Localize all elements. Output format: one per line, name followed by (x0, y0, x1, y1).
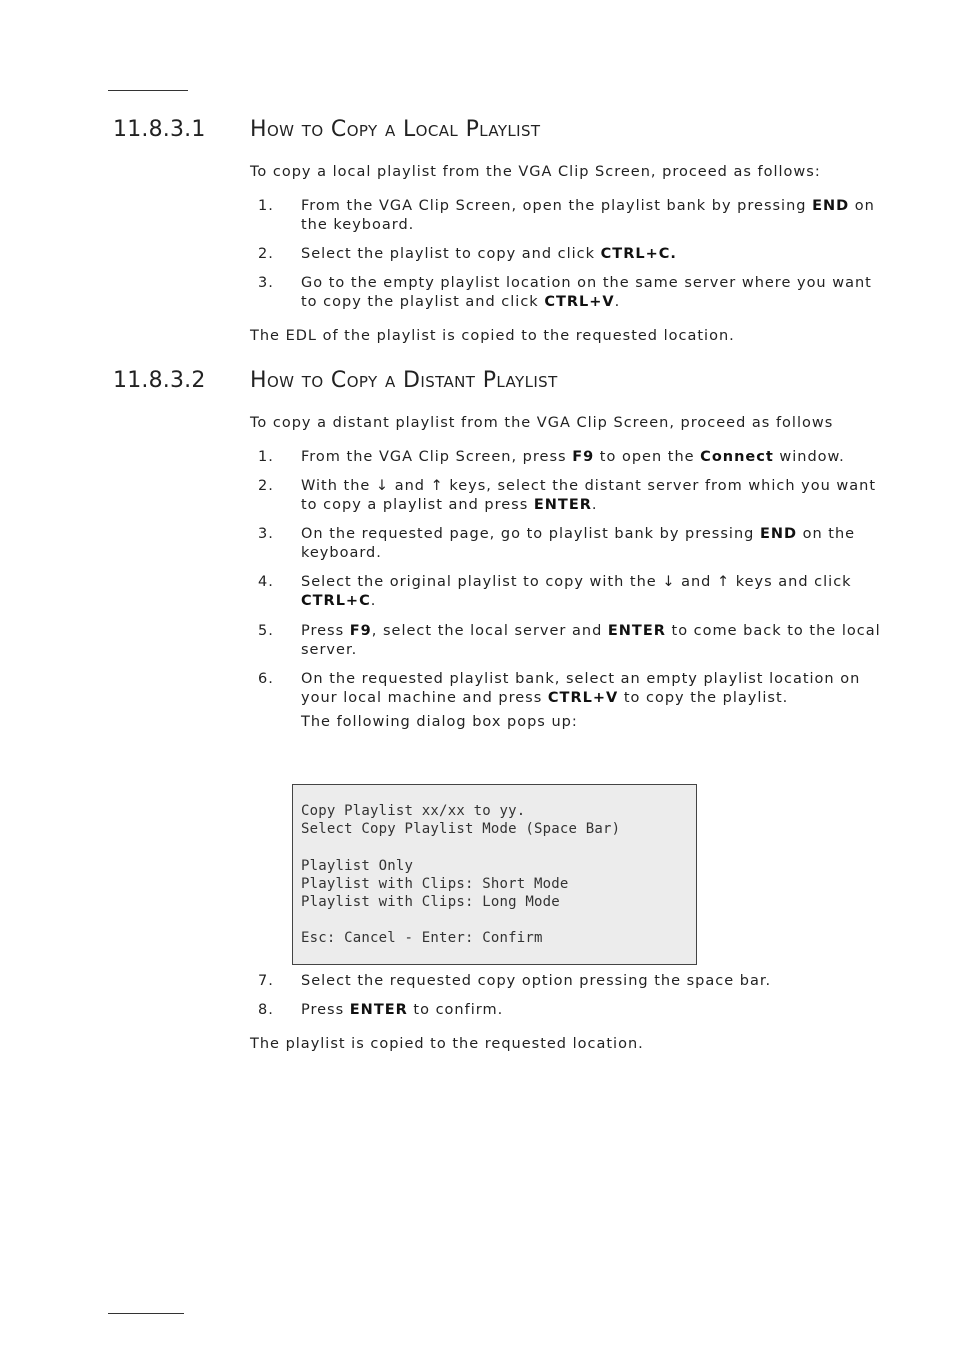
outro-paragraph: The EDL of the playlist is copied to the requested location. (250, 328, 735, 344)
dialog-option[interactable]: Playlist with Clips: Long Mode (301, 894, 560, 910)
outro-paragraph: The playlist is copied to the requested location. (250, 1036, 644, 1052)
dialog-line: Select Copy Playlist Mode (Space Bar) (301, 821, 621, 837)
header-rule (108, 90, 188, 91)
dialog-footer: Esc: Cancel - Enter: Confirm (301, 930, 543, 946)
intro-paragraph: To copy a local playlist from the VGA Clip Screen, proceed as follows: (250, 164, 821, 180)
section-title: How to Copy a Distant Playlist (250, 368, 558, 393)
copy-playlist-dialog (292, 784, 697, 965)
footer-rule (108, 1313, 184, 1314)
intro-paragraph: To copy a distant playlist from the VGA Clip Screen, proceed as follows (250, 415, 834, 431)
dialog-option[interactable]: Playlist with Clips: Short Mode (301, 876, 569, 892)
section-title: How to Copy a Local Playlist (250, 117, 541, 142)
section-number: 11.8.3.2 (113, 368, 206, 393)
dialog-option[interactable]: Playlist Only (301, 858, 414, 874)
dialog-line: Copy Playlist xx/xx to yy. (301, 803, 526, 819)
section-number: 11.8.3.1 (113, 117, 206, 142)
